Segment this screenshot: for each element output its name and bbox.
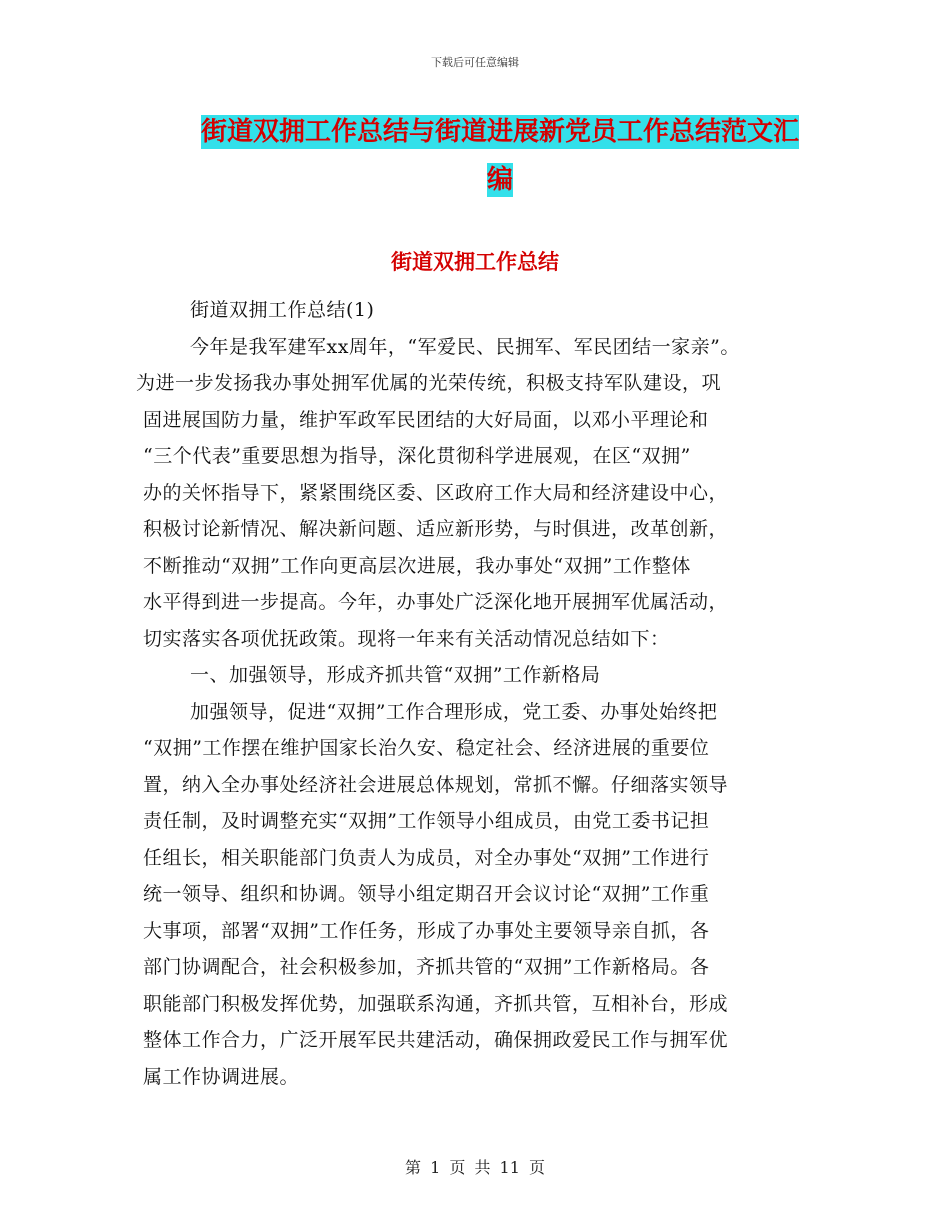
paragraph-line: 大事项，部署“双拥”工作任务，形成了办事处主要领导亲自抓，各 [143, 919, 710, 942]
paragraph-line: “三个代表”重要思想为指导，深化贯彻科学进展观，在区“双拥” [143, 445, 691, 467]
paragraph-line: 不断推动“双拥”工作向更高层次进展，我办事处“双拥”工作整体 [143, 554, 691, 577]
document-title [190, 108, 810, 204]
paragraph-line: 为进一步发扬我办事处拥军优属的光荣传统，积极支持军队建设，巩 [136, 372, 722, 394]
paragraph-line: 责任制，及时调整充实“双拥”工作领导小组成员，由党工委书记担 [143, 810, 710, 832]
document-title-line-2: 编 [486, 165, 513, 195]
paragraph-line: 统一领导、组织和协调。领导小组定期召开会议讨论“双拥”工作重 [143, 883, 710, 905]
paragraph-line: 整体工作合力，广泛开展军民共建活动，确保拥政爱民工作与拥军优 [143, 1029, 729, 1051]
subtitle-line: 街道双拥工作总结(1) [190, 299, 375, 321]
paragraph-line: “双拥”工作摆在维护国家长治久安、稳定社会、经济进展的重要位 [143, 737, 710, 759]
paragraph-line: 积极讨论新情况、解决新问题、适应新形势，与时俱进，改革创新， [143, 518, 729, 540]
section-title: 街道双拥工作总结 [391, 249, 559, 274]
document-body [136, 292, 815, 1095]
paragraph-line: 办的关怀指导下，紧紧围绕区委、区政府工作大局和经济建设中心， [143, 481, 729, 504]
heading-line: 一、加强领导，形成齐抓共管“双拥”工作新格局 [190, 664, 601, 686]
paragraph-line: 部门协调配合，社会积极参加，齐抓共管的“双拥”工作新格局。各 [143, 956, 710, 978]
document-title-line-1: 街道双拥工作总结与街道进展新党员工作总结范文汇 [200, 117, 799, 147]
header-note: 下载后可任意编辑 [431, 56, 519, 69]
paragraph-line: 置，纳入全办事处经济社会进展总体规划，常抓不懈。仔细落实领导 [143, 773, 729, 796]
paragraph-line: 属工作协调进展。 [143, 1065, 300, 1088]
paragraph-line: 今年是我军建军xx周年，“军爱民、民拥军、军民团结一家亲”。 [190, 335, 740, 358]
paragraph-line: 固进展国防力量，维护军政军民团结的大好局面，以邓小平理论和 [143, 408, 709, 431]
paragraph-line: 加强领导，促进“双拥”工作合理形成，党工委、办事处始终把 [190, 700, 718, 723]
paragraph-line: 切实落实各项优抚政策。现将一年来有关活动情况总结如下： [143, 627, 670, 650]
page-indicator: 第 1 页 共 11 页 [405, 1158, 545, 1177]
paragraph-line: 职能部门积极发挥优势，加强联系沟通，齐抓共管，互相补台，形成 [143, 992, 729, 1015]
paragraph-line: 任组长，相关职能部门负责人为成员，对全办事处“双拥”工作进行 [143, 846, 710, 869]
paragraph-line: 水平得到进一步提高。今年，办事处广泛深化地开展拥军优属活动， [143, 591, 729, 613]
